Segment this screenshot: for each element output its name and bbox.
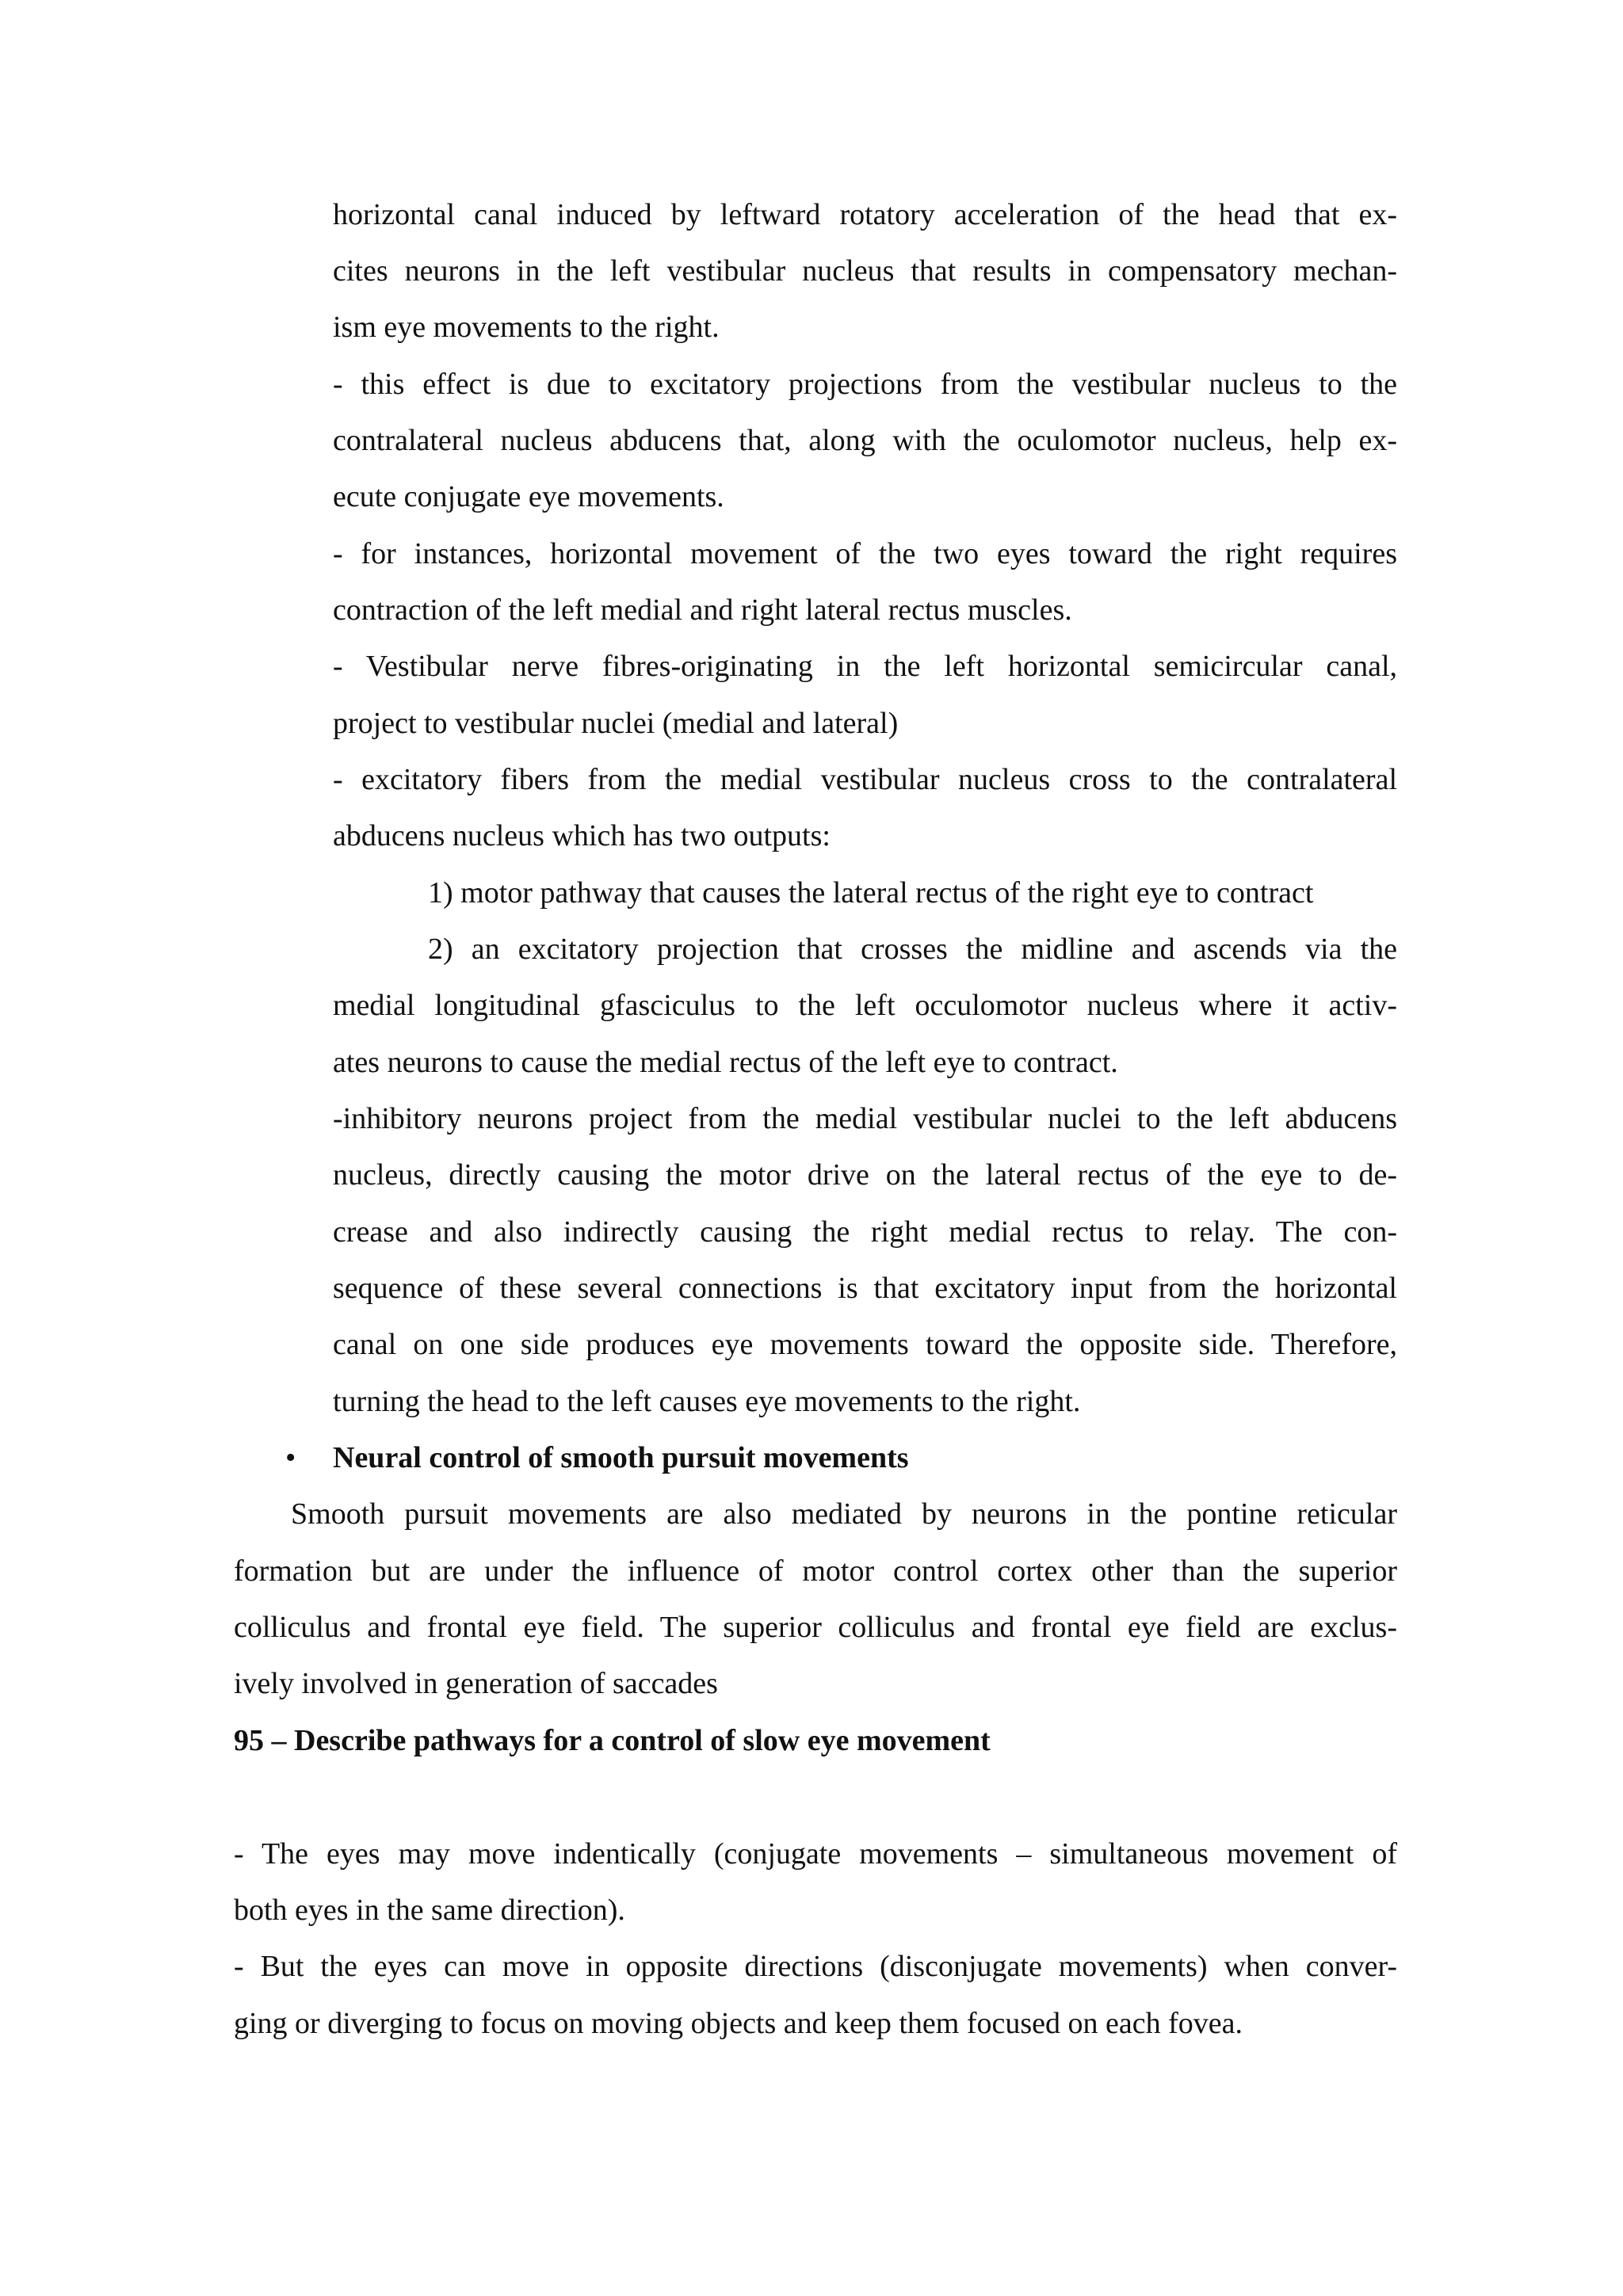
text-line: crease and also indirectly causing the right medial rectus to relay. The con-	[333, 1215, 1397, 1249]
text-line: ates neurons to cause the medial rectus of the left eye to contract.	[333, 1046, 1118, 1079]
text-line: ism eye movements to the right.	[333, 311, 720, 344]
question-heading: 95 – Describe pathways for a control of slow eye movement	[234, 1724, 991, 1757]
text-line: -inhibitory neurons project from the medial vestibular nuclei to the left abducens	[333, 1102, 1397, 1135]
text-line: medial longitudinal gfasciculus to the left occulomotor nucleus where it activ-	[333, 989, 1397, 1022]
text-line: - this effect is due to excitatory projections from the vestibular nucleus to the	[333, 368, 1397, 401]
section-heading: Neural control of smooth pursuit movements	[333, 1441, 909, 1474]
text-line: ging or diverging to focus on moving objects and keep them focused on each fovea.	[234, 2007, 1243, 2040]
text-line: sequence of these several connections is that excitatory input from the horizontal	[333, 1272, 1397, 1305]
text-line: - for instances, horizontal movement of the two eyes toward the right requires	[333, 537, 1397, 570]
text-line: formation but are under the influence of motor control cortex other than the superior	[234, 1554, 1397, 1588]
text-line: project to vestibular nuclei (medial and lateral)	[333, 707, 899, 740]
text-line: colliculus and frontal eye field. The superior colliculus and frontal eye field are exclus-	[234, 1611, 1397, 1644]
text-line: - Vestibular nerve fibres-originating in the left horizontal semicircular canal,	[333, 650, 1397, 683]
text-line: turning the head to the left causes eye movements to the right.	[333, 1385, 1081, 1418]
text-line: ecute conjugate eye movements.	[333, 480, 724, 513]
text-line: - excitatory fibers from the medial vestibular nucleus cross to the contralateral	[333, 763, 1397, 796]
text-line: contraction of the left medial and right lateral rectus muscles.	[333, 593, 1072, 627]
text-line: horizontal canal induced by leftward rotatory acceleration of the head that ex-	[333, 198, 1397, 231]
text-line: canal on one side produces eye movements toward the opposite side. Therefore,	[333, 1328, 1397, 1361]
text-line: - But the eyes can move in opposite directions (disconjugate movements) when conver-	[234, 1950, 1397, 1983]
text-line: ively involved in generation of saccades	[234, 1667, 718, 1700]
list-item-1: 1) motor pathway that causes the lateral rectus of the right eye to contract	[428, 876, 1314, 910]
text-line: cites neurons in the left vestibular nucleus that results in compensatory mechan-	[333, 254, 1397, 288]
bullet-icon: •	[285, 1441, 296, 1474]
text-line: - The eyes may move indentically (conjugate movements – simultaneous movement of	[234, 1837, 1397, 1871]
text-line: Smooth pursuit movements are also mediated by neurons in the pontine reticular	[291, 1497, 1397, 1531]
text-line: abducens nucleus which has two outputs:	[333, 819, 831, 852]
text-line: contralateral nucleus abducens that, along with the oculomotor nucleus, help ex-	[333, 424, 1397, 457]
text-line: both eyes in the same direction).	[234, 1894, 625, 1927]
list-item-2: 2) an excitatory projection that crosses the midline and ascends via the	[428, 933, 1397, 966]
text-line: nucleus, directly causing the motor drive on the lateral rectus of the eye to de-	[333, 1158, 1397, 1192]
